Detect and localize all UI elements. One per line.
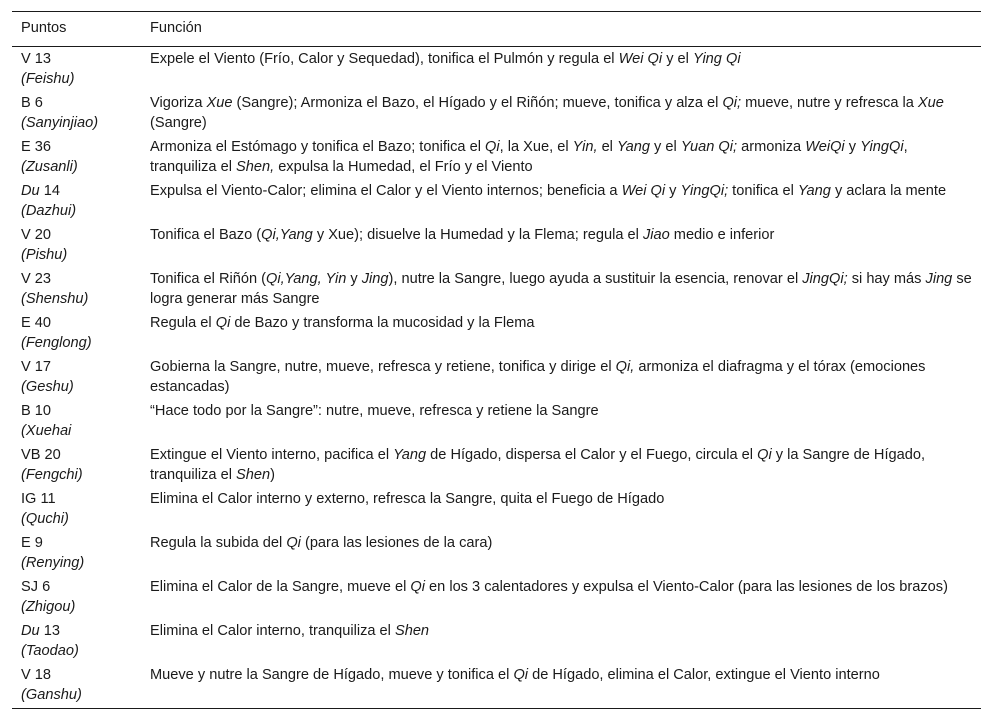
table-row [12,135,981,179]
acupuncture-points-table [12,11,981,709]
point-name: (Shenshu) [21,291,89,307]
point-code [21,269,133,289]
point-cell [12,531,141,575]
point-code-text: E 40 [21,315,52,331]
function-text: y el [662,51,693,67]
function-term: Wei Qi [618,51,663,67]
function-term: WeiQi [805,139,845,155]
function-term: YingQi [860,139,904,155]
point-name: (Taodao) [21,643,79,659]
function-text: medio e inferior [669,227,775,243]
function-text: Extingue el Viento interno, pacifica el [150,447,394,463]
function-text: en los 3 calentadores y expulsa el Viento-Calor (para las lesiones de los brazos) [424,579,948,595]
function-cell [141,91,981,135]
point-name: (Zusanli) [21,159,78,175]
function-term: Yuan Qi; [680,139,738,155]
function-text: mueve, nutre y refresca la [741,95,918,111]
point-cell [12,223,141,267]
point-code-text: SJ 6 [21,579,51,595]
point-code-text: IG 11 [21,491,56,507]
function-text: , tranquiliza el [150,139,908,175]
point-code-text: 13 [39,623,60,639]
function-term: Ying Qi [692,51,741,67]
function-text: y Xue); disuelve la Humedad y la Flema; regula el [312,227,643,243]
table-row [12,443,981,487]
header-row [12,12,981,47]
point-code-text: VB 20 [21,447,61,463]
point-code-text: E 9 [21,535,43,551]
point-code [21,93,133,113]
function-text: Gobierna la Sangre, nutre, mueve, refresca y retiene, tonifica y dirige el [150,359,616,375]
table-row [12,311,981,355]
point-code [21,665,133,685]
point-code-text: V 23 [21,271,52,287]
function-cell [141,223,981,267]
table-row [12,399,981,443]
function-cell [141,487,981,531]
point-name: (Ganshu) [21,687,82,703]
table-body [12,47,981,709]
function-text: Armoniza el Estómago y tonifica el Bazo; tonifica el [150,139,486,155]
point-name: (Pishu) [21,247,68,263]
table-row [12,575,981,619]
point-code [21,181,133,201]
function-text: Elimina el Calor interno y externo, refresca la Sangre, quita el Fuego de Hígado [150,491,665,507]
function-text: (Sangre); Armoniza el Bazo, el Hígado y el Riñón; mueve, tonifica y alza el [232,95,723,111]
function-term: Wei Qi [621,183,666,199]
point-code [21,445,133,465]
point-code [21,621,133,641]
point-name: (Sanyinjiao) [21,115,99,131]
point-name: (Geshu) [21,379,74,395]
point-code [21,313,133,333]
function-text: de Bazo y transforma la mucosidad y la Flema [230,315,535,331]
function-text: tonifica el [728,183,798,199]
point-code [21,225,133,245]
point-code-text: V 18 [21,667,52,683]
point-cell [12,135,141,179]
table-row [12,663,981,709]
function-text: y [844,139,861,155]
point-name: (Quchi) [21,511,69,527]
function-text: Regula la subida del [150,535,287,551]
function-cell [141,399,981,443]
acupuncture-points-table-container [12,11,981,709]
function-term: Xue [917,95,944,111]
function-text: , la Xue, el [499,139,573,155]
function-term: Yang [393,447,427,463]
table-header [12,12,981,47]
point-code [21,401,133,421]
function-cell [141,267,981,311]
function-term: Qi [757,447,772,463]
point-cell [12,575,141,619]
function-cell [141,619,981,663]
function-term: JingQi; [802,271,848,287]
function-text: y aclara la mente [830,183,947,199]
point-code-prefix: Du [21,623,40,639]
point-code-text: V 20 [21,227,52,243]
function-term: Qi [513,667,529,683]
function-term: Qi, [615,359,635,375]
function-text: se logra generar más Sangre [150,271,972,307]
function-text: Tonifica el Riñón ( [150,271,266,287]
function-cell [141,663,981,709]
point-code-text: E 36 [21,139,52,155]
function-cell [141,135,981,179]
function-term: Qi [485,139,500,155]
function-cell [141,311,981,355]
table-row [12,223,981,267]
point-code-text: B 10 [21,403,52,419]
point-name: (Xuehai [21,423,72,439]
point-code [21,489,133,509]
function-text: Tonifica el Bazo ( [150,227,262,243]
function-text: y el [649,139,681,155]
function-term: Jing [925,271,953,287]
point-cell [12,399,141,443]
function-text: Expulsa el Viento-Calor; elimina el Calor y el Viento internos; beneficia a [150,183,622,199]
point-cell [12,355,141,399]
function-cell [141,443,981,487]
function-term: Jiao [642,227,670,243]
point-cell [12,487,141,531]
function-text: Elimina el Calor interno, tranquiliza el [150,623,395,639]
function-term: Qi [286,535,301,551]
function-text: Expele el Viento (Frío, Calor y Sequedad), tonifica el Pulmón y regula el [150,51,619,67]
table-row [12,179,981,223]
function-text: armoniza el diafragma y el tórax (emociones estancadas) [150,359,926,395]
point-cell [12,91,141,135]
point-cell [12,179,141,223]
table-row [12,267,981,311]
point-cell [12,663,141,709]
table-row [12,355,981,399]
point-code-text: V 17 [21,359,52,375]
point-code [21,577,133,597]
function-text: ) [270,467,275,483]
point-code [21,357,133,377]
point-name: (Fengchi) [21,467,83,483]
table-row [12,619,981,663]
point-code [21,533,133,553]
point-name: (Dazhui) [21,203,77,219]
point-cell [12,267,141,311]
table-row [12,47,981,92]
function-text: el [597,139,617,155]
function-text: si hay más [847,271,926,287]
function-term: Shen, [236,159,275,175]
function-cell [141,47,981,92]
point-code-prefix: Du [21,183,40,199]
function-term: Qi,Yang, Yin [266,271,347,287]
point-cell [12,47,141,92]
point-code [21,137,133,157]
table-row [12,487,981,531]
function-term: Yin, [572,139,598,155]
function-term: Yang [616,139,650,155]
function-text: y [346,271,362,287]
point-name: (Renying) [21,555,85,571]
point-name: (Zhigou) [21,599,76,615]
function-text: Mueve y nutre la Sangre de Hígado, mueve y tonifica el [150,667,514,683]
function-text: expulsa la Humedad, el Frío y el Viento [274,159,533,175]
function-text: Vigoriza [150,95,207,111]
function-term: Qi [215,315,231,331]
function-cell [141,355,981,399]
point-code-text: 14 [39,183,60,199]
point-name: (Fenglong) [21,335,92,351]
column-header-points: Puntos [12,12,141,47]
point-cell [12,443,141,487]
point-cell [12,311,141,355]
function-term: Jing [361,271,389,287]
function-text: de Hígado, elimina el Calor, extingue el Viento interno [528,667,880,683]
function-term: Shen [394,623,430,639]
function-text: “Hace todo por la Sangre”: nutre, mueve, refresca y retiene la Sangre [150,403,599,419]
point-code [21,49,133,69]
function-term: Xue [206,95,233,111]
function-text: ), nutre la Sangre, luego ayuda a sustituir la esencia, renovar el [388,271,803,287]
point-code-text: V 13 [21,51,52,67]
function-text: Regula el [150,315,216,331]
function-cell [141,575,981,619]
column-header-function: Función [141,12,981,47]
point-name: (Feishu) [21,71,75,87]
function-term: Shen [236,467,271,483]
function-text: y la Sangre de Hígado, tranquiliza el [150,447,926,483]
point-cell [12,619,141,663]
function-term: Yang [797,183,831,199]
function-text: armoniza [737,139,806,155]
function-term: Qi,Yang [261,227,313,243]
function-term: YingQi; [680,183,729,199]
function-text: Elimina el Calor de la Sangre, mueve el [150,579,411,595]
function-text: (Sangre) [150,115,207,131]
table-row [12,531,981,575]
function-term: Qi [410,579,425,595]
function-text: (para las lesiones de la cara) [300,535,493,551]
function-text: de Hígado, dispersa el Calor y el Fuego, circula el [426,447,758,463]
point-code-text: B 6 [21,95,43,111]
function-cell [141,531,981,575]
function-term: Qi; [722,95,742,111]
table-row [12,91,981,135]
function-text: y [665,183,681,199]
function-cell [141,179,981,223]
